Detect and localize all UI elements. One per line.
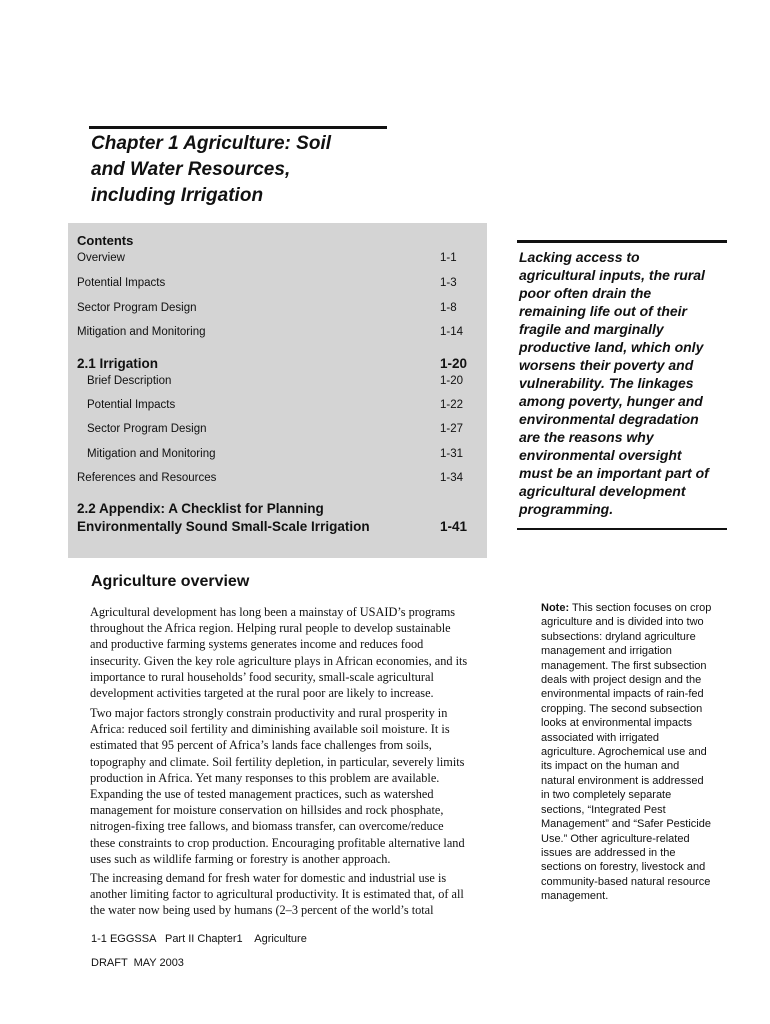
paragraph-line: development activities targeted at the rural poor are likely to increase. xyxy=(90,686,434,701)
pullquote-line: productive land, which only xyxy=(519,339,704,355)
paragraph-line: throughout the Africa region. Helping rural people to develop sustainable xyxy=(90,621,451,636)
note-line: associated with irrigated xyxy=(541,731,660,744)
paragraph-line: the water now being used by humans (2–3 percent of the world’s total xyxy=(90,903,434,918)
chapter-top-rule xyxy=(89,126,387,129)
contents-box xyxy=(68,223,487,558)
toc-item-label: Sector Program Design xyxy=(77,302,197,314)
paragraph-line: Expanding the use of tested management practices, such as watershed xyxy=(90,787,434,802)
pullquote-line: fragile and marginally xyxy=(519,321,664,337)
pullquote xyxy=(519,248,734,518)
footer-document-id: 1-1 EGGSSA Part II Chapter1 Agriculture xyxy=(91,933,307,945)
note-line: Management” and “Safer Pesticide xyxy=(541,818,711,831)
body-paragraph-1 xyxy=(90,604,505,701)
note-line: natural environment is addressed xyxy=(541,774,704,787)
note-line: Use.” Other agriculture-related xyxy=(541,832,690,845)
note-line: environmental impacts of rain-fed xyxy=(541,688,704,701)
contents-heading: Contents xyxy=(77,233,134,248)
toc-item-page: 1-20 xyxy=(440,375,464,387)
paragraph-line: topography and climate. Soil fertility depletion, in particular, severely limits xyxy=(90,754,465,769)
section-heading: Agriculture overview xyxy=(91,573,250,590)
pullquote-line: environmental oversight xyxy=(519,447,682,463)
toc-item-page: 1-20 xyxy=(440,356,468,371)
toc-item-page: 1-1 xyxy=(440,252,457,264)
pullquote-line: vulnerability. The linkages xyxy=(519,375,694,391)
note-line: in two completely separate xyxy=(541,789,672,802)
note-line: issues are addressed in the xyxy=(541,846,676,859)
toc-item-label: Sector Program Design xyxy=(87,423,207,435)
pullquote-line: agricultural inputs, the rural xyxy=(519,267,705,283)
body-paragraph-3 xyxy=(90,870,505,919)
toc-item-label: Potential Impacts xyxy=(87,399,176,411)
paragraph-line: The increasing demand for fresh water for domestic and industrial use is xyxy=(90,871,447,885)
paragraph-line: these constraints to crop production. Encouraging profitable alternative land xyxy=(90,835,465,850)
note-line: sections on forestry, livestock and xyxy=(541,861,706,874)
note-line: agriculture and is divided into two xyxy=(541,616,704,629)
toc-item-page: 1-34 xyxy=(440,472,464,484)
note-line: subsections: dryland agriculture xyxy=(541,630,696,643)
pullquote-line: among poverty, hunger and xyxy=(519,393,703,409)
toc-item-page: 1-31 xyxy=(440,448,464,460)
toc-item-page: 1-8 xyxy=(440,302,457,314)
pullquote-line: must be an important part of xyxy=(519,465,709,481)
note-line: deals with project design and the xyxy=(541,674,702,687)
paragraph-line: Two major factors strongly constrain productivity and rural prosperity in xyxy=(90,706,448,720)
note-line: management and irrigation xyxy=(541,645,672,658)
toc-item-label: References and Resources xyxy=(77,472,217,484)
chapter-title-line: including Irrigation xyxy=(91,185,264,206)
pullquote-line: are the reasons why xyxy=(519,429,654,445)
note-line: cropping. The second subsection xyxy=(541,702,703,715)
paragraph-line: insecurity. Given the key role agriculture plays in African economies, and its xyxy=(90,653,468,668)
footer-draft-date: DRAFT MAY 2003 xyxy=(91,957,184,969)
paragraph-line: uses such as wildlife farming or forestry is another approach. xyxy=(90,851,391,866)
body-paragraph-2 xyxy=(90,705,505,867)
note-line: management. The first subsection xyxy=(541,659,707,672)
note-line: sections, “Integrated Pest xyxy=(541,803,666,816)
note-line: its impact on the human and xyxy=(541,760,680,773)
pullquote-line: poor often drain the xyxy=(519,285,652,301)
paragraph-line: estimated that 95 percent of Africa’s lands face challenges from soils, xyxy=(90,738,432,753)
pullquote-top-rule xyxy=(517,240,727,243)
toc-item-page: 1-14 xyxy=(440,326,464,338)
toc-item-page: 1-22 xyxy=(440,399,464,411)
sidebar-note xyxy=(541,601,741,904)
pullquote-line: agricultural development xyxy=(519,483,686,499)
note-first-line xyxy=(541,601,741,615)
note-line: looks at environmental impacts xyxy=(541,717,693,730)
paragraph-line: importance to rural households’ food security, small-scale agricultural xyxy=(90,669,434,684)
pullquote-line: remaining life out of their xyxy=(519,303,688,319)
paragraph-line: production in Africa. Yet many responses to this problem are available. xyxy=(90,770,440,785)
paragraph-line: Africa: reduced soil fertility and diminishing available soil moisture. It is xyxy=(90,722,450,737)
chapter-title-line: and Water Resources, xyxy=(91,159,291,180)
toc-item-page: 1-41 xyxy=(440,519,468,534)
paragraph-line: Agricultural development has long been a mainstay of USAID’s programs xyxy=(90,605,456,619)
toc-item-label: Potential Impacts xyxy=(77,277,166,289)
note-line: management. xyxy=(541,890,609,903)
pullquote-line: environmental degradation xyxy=(519,411,699,427)
toc-item-label: Mitigation and Monitoring xyxy=(77,326,206,338)
note-line: community-based natural resource xyxy=(541,875,711,888)
toc-item-label: 2.2 Appendix: A Checklist for Planning xyxy=(77,501,324,516)
paragraph-line: another limiting factor to agricultural productivity. It is estimated that, of all xyxy=(90,887,464,902)
pullquote-line: Lacking access to xyxy=(519,249,640,265)
toc-item-label: Brief Description xyxy=(87,375,172,387)
note-label: Note: xyxy=(541,602,570,614)
pullquote-bottom-rule xyxy=(517,528,727,530)
pullquote-line: programming. xyxy=(519,501,614,517)
toc-item-label: Mitigation and Monitoring xyxy=(87,448,216,460)
toc-item-label: Overview xyxy=(77,252,125,264)
toc-item-label: 2.1 Irrigation xyxy=(77,356,159,371)
toc-item-page: 1-27 xyxy=(440,423,464,435)
pullquote-line: worsens their poverty and xyxy=(519,357,694,373)
note-line: agriculture. Agrochemical use and xyxy=(541,746,707,759)
toc-item-page: 1-3 xyxy=(440,277,457,289)
paragraph-line: management for moisture conservation on hillsides and rock phosphate, xyxy=(90,803,444,818)
paragraph-line: and productive farming systems generates income and reduces food xyxy=(90,637,424,652)
chapter-title-line: Chapter 1 Agriculture: Soil xyxy=(91,133,331,154)
note-first-line-text: This section focuses on crop xyxy=(569,602,712,614)
paragraph-line: nitrogen-fixing tree fallows, and biomass transfer, can overcome/reduce xyxy=(90,819,444,834)
toc-item-label: Environmentally Sound Small-Scale Irrigation xyxy=(77,519,370,534)
chapter-title xyxy=(91,131,391,209)
